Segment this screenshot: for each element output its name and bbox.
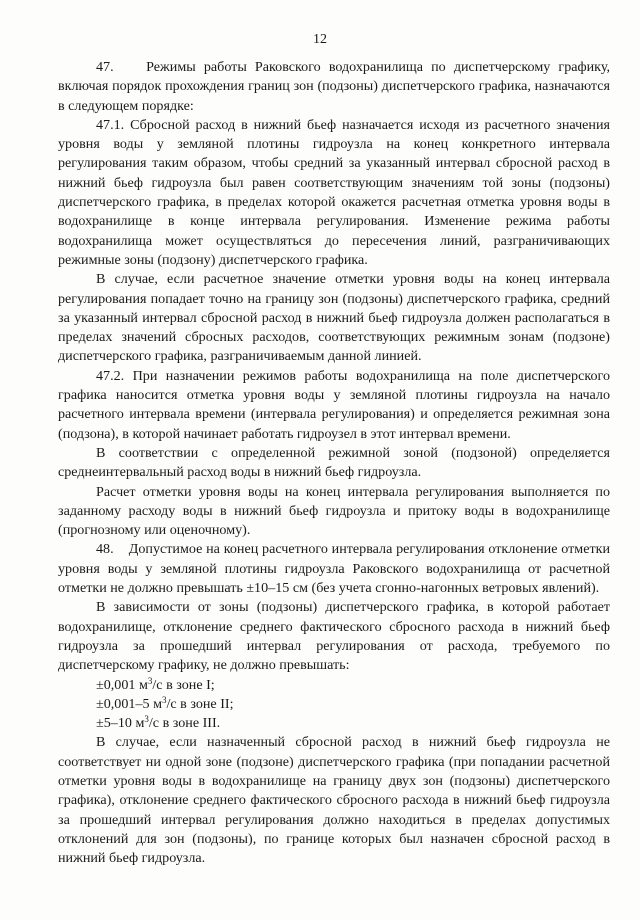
paragraph-level-calculation: Расчет отметки уровня воды на конец интервала регулирования выполняется по заданному расходу воды в нижний бьеф гидроузла и притоку воды в водохранилище (прогнозному или оценочному).	[58, 483, 610, 539]
limit-zone-3: ±5–10 $м^3/с$ в зоне III.	[96, 714, 221, 732]
page-number: 12	[313, 32, 327, 47]
paragraph-mean-discharge: В соответствии с определенной режимной зоной (подзоной) определяется среднеинтервальный расход воды в нижний бьеф гидроузла.	[58, 444, 610, 481]
paragraph-boundary-case: В случае, если расчетное значение отметки уровня воды на конец интервала регулирования попадает точно на границу зон (подзоны) диспетчерского графика, средний за указанный интервал сбросной расход в нижний бьеф гидроузла должен располагаться в пределах значений сбросных расходов, соответствующих режимным зонам (подзоне) диспетчерского графика, разграничиваемым данной линией.	[58, 271, 610, 365]
paragraph-47-1: 47.1. Сбросной расход в нижний бьеф назначается исходя из расчетного значения уровня воды у земляной плотины гидроузла на конец конкретного интервала регулирования таким образом, чтобы средний за указанный интервал сбросной расход в нижний бьеф гидроузла был равен соответствующим значениям той зоны (подзоны) диспетчерского графика, в пределах которой окажется расчетная отметка уровня воды в водохранилище в конце интервала регулирования. Изменение режима работы водохранилища может осуществляться до пересечения линий, разграничивающих режимные зоны (подзону) диспетчерского графика.	[58, 116, 610, 268]
paragraph-47-2: 47.2. При назначении режимов работы водохранилища на поле диспетчерского графика наносится отметка уровня воды у земляной плотины гидроузла на начало расчетного интервала времени (интервала регулирования) и определяется режимная зона (подзона), в которой начинает работать гидроузел в этот интервал времени.	[58, 367, 610, 442]
document-body	[58, 58, 610, 868]
paragraph-48: 48. Допустимое на конец расчетного интервала регулирования отклонение отметки уровня воды у земляной плотины гидроузла Раковского водохранилища от расчетной отметки не должно превышать ±10–15 см (без учета сгонно-нагонных ветровых явлений).	[58, 541, 610, 597]
limit-zone-1: ±0,001 $м^3/с$ в зоне I;	[96, 675, 215, 693]
paragraph-deviation-intro: В зависимости от зоны (подзоны) диспетчерского графика, в которой работает водохранилище, отклонение среднего фактического сбросного расхода в нижний бьеф гидроузла за прошедший интервал регулирования от расхода, требуемого по диспетчерскому графику, не должно превышать:	[58, 599, 610, 674]
paragraph-47: 47. Режимы работы Раковского водохранилища по диспетчерскому графику, включая порядок прохождения границ зон (подзоны) диспетчерского графика, назначаются в следующем порядке:	[58, 59, 610, 114]
limit-zone-2: ±0,001–5 $м^3/с$ в зоне II;	[96, 694, 234, 712]
paragraph-final: В случае, если назначенный сбросной расход в нижний бьеф гидроузла не соответствует ни одной зоне (подзоне) диспетчерского графика (при попадании расчетной отметки уровня воды в водохранилище на границу двух зон (подзоны) диспетчерского графика), отклонение среднего фактического сбросного расхода в нижний бьеф гидроузла за прошедший интервал регулирования должно находиться в пределах допустимых отклонений для зон (подзоны), по границе которых был назначен сбросной расход в нижний бьеф гидроузла.	[58, 734, 610, 867]
